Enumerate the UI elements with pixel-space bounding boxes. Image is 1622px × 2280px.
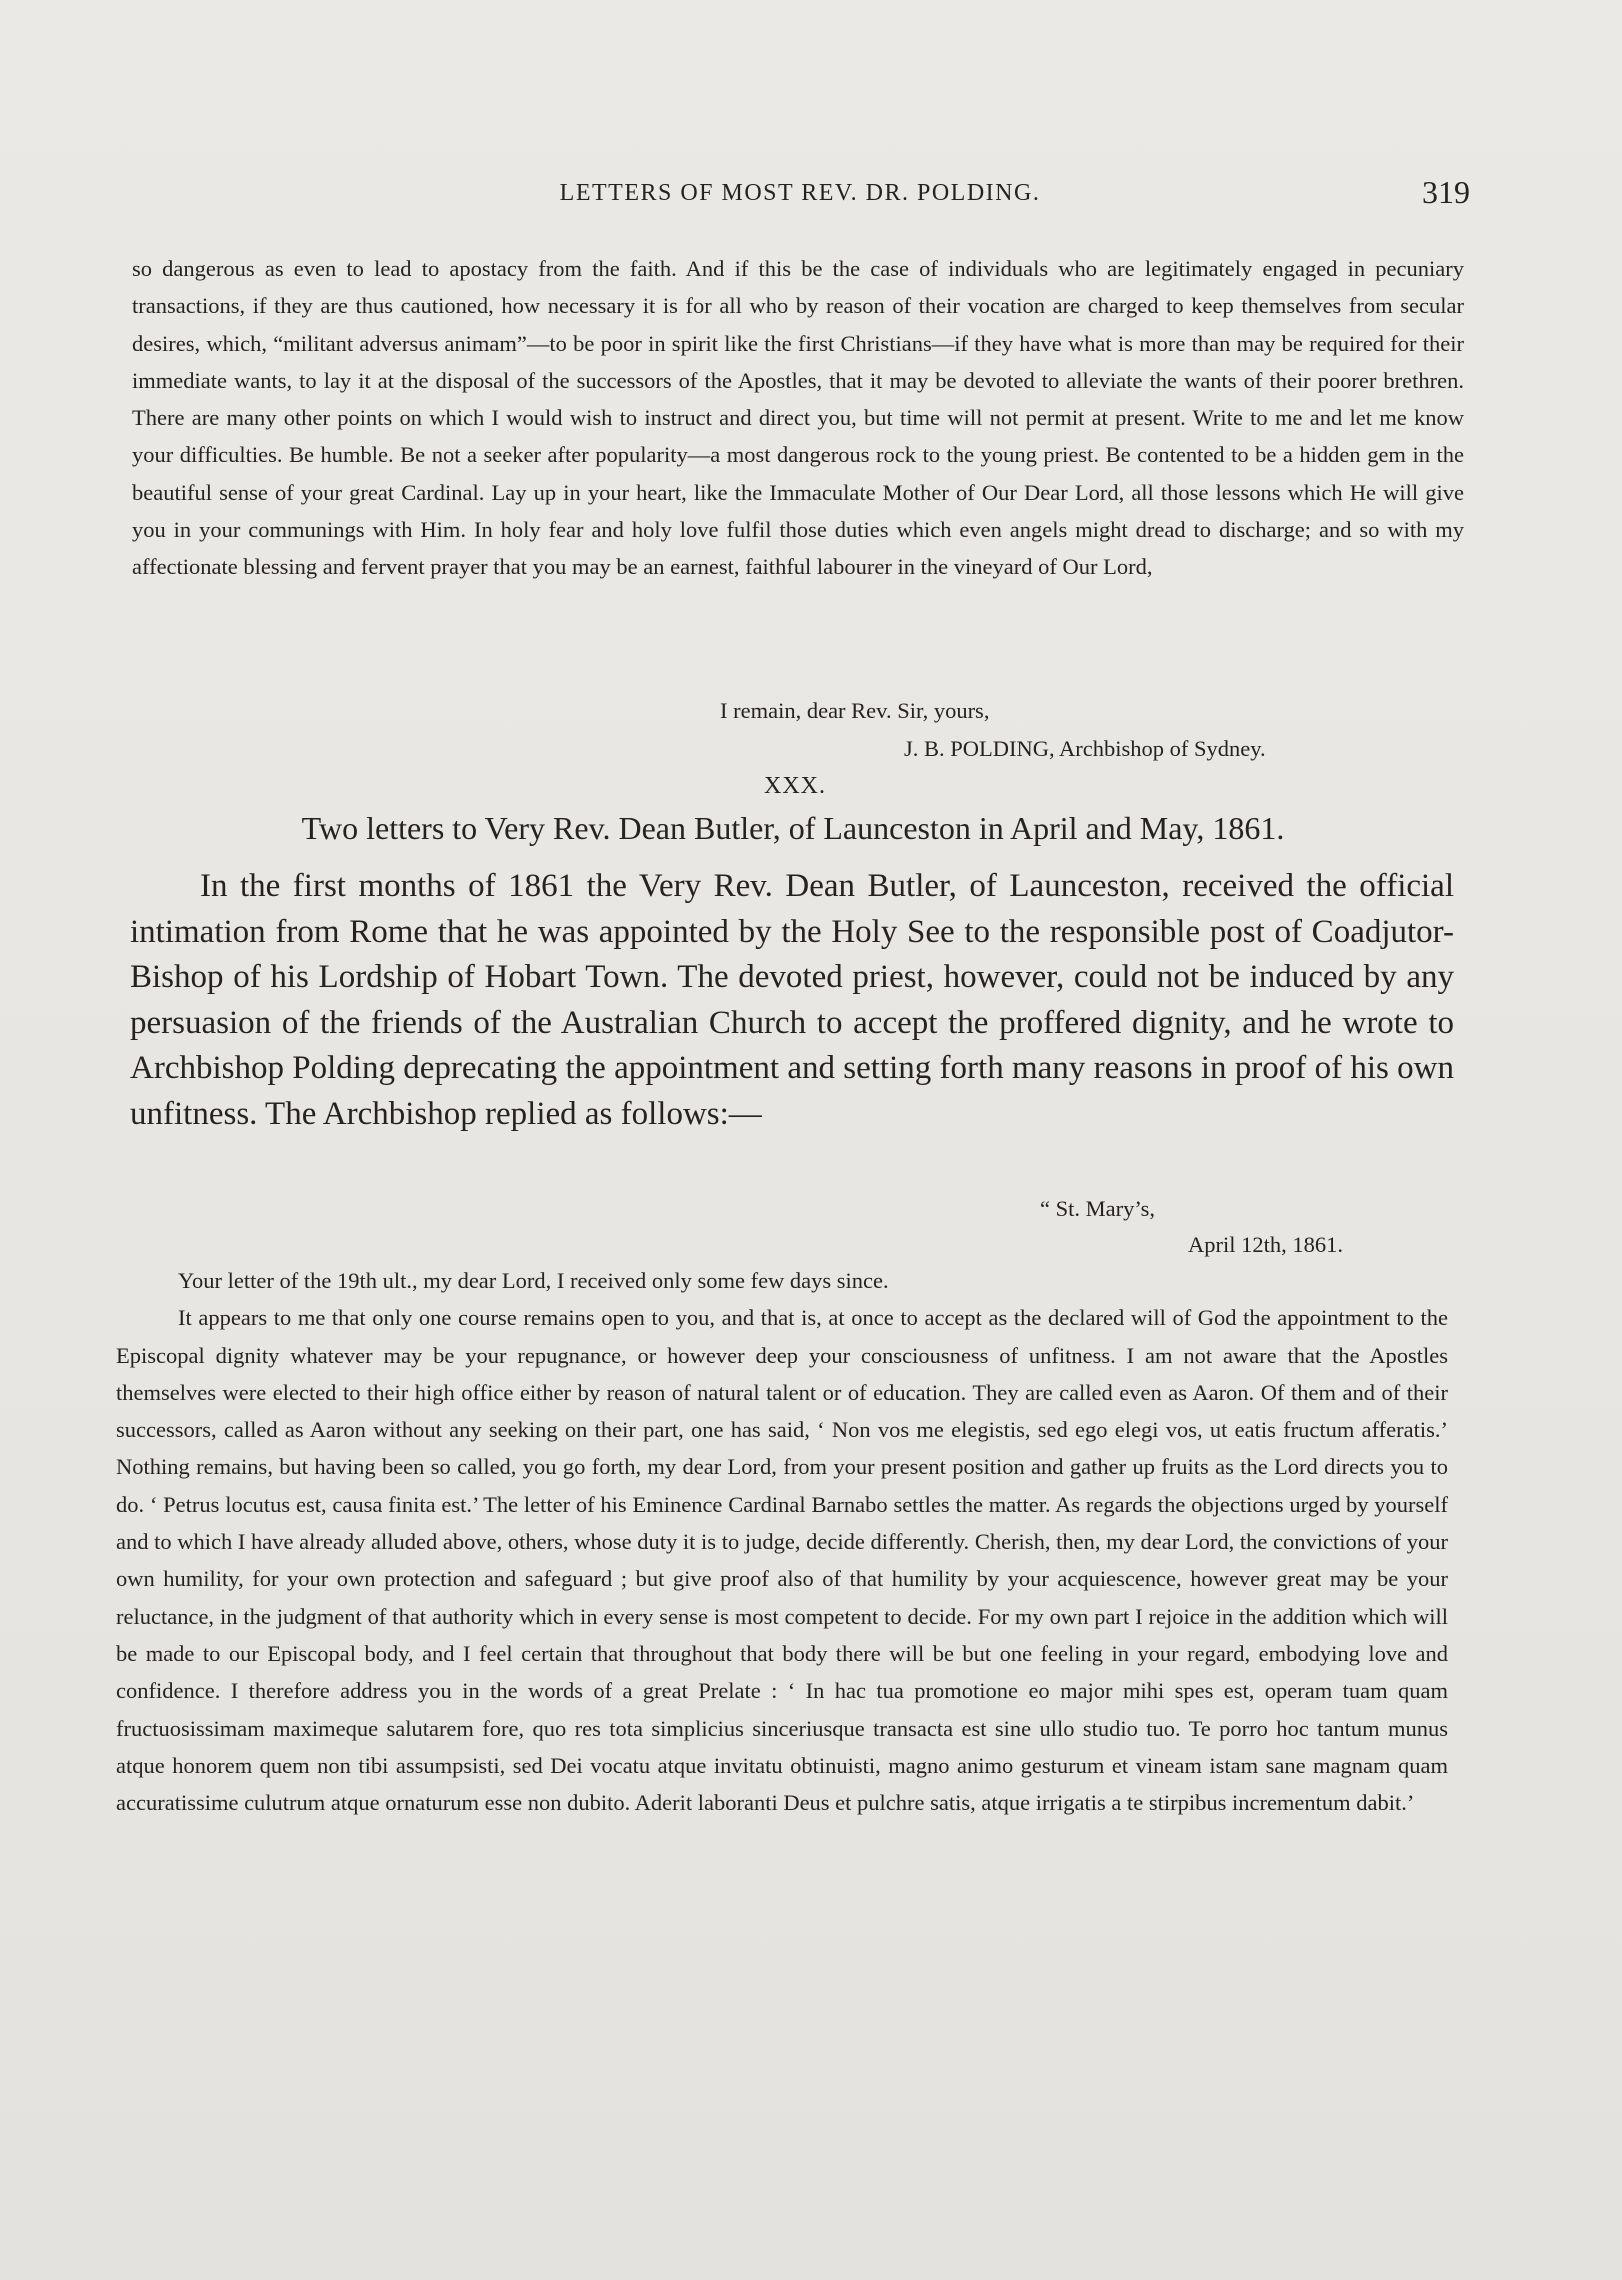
- page-header: [130, 174, 1470, 214]
- letter-paragraph: Your letter of the 19th ult., my dear Lord, I received only some few days since.: [178, 1268, 889, 1293]
- letter-signoff: I remain, dear Rev. Sir, yours,: [720, 698, 990, 723]
- letter-continuation-text: so dangerous as even to lead to apostacy from the faith. And if this be the case of individuals who are legitimately engaged in pecuniary transactions, if they are thus cautioned, how necessary it is for all who by reason of their vocation are charged to keep themselves from secular desires, which, “militant adversus animam”—to be poor in spirit like the first Christians—if they have what is more than may be required for their immediate wants, to lay it at the disposal of the successors of the Apostles, that it may be devoted to alleviate the wants of their poorer brethren. There are many other points on which I would wish to instruct and direct you, but time will not permit at present. Write to me and let me know your difficulties. Be humble. Be not a seeker after popularity—a most dangerous rock to the young priest. Be contented to be a hidden gem in the beautiful sense of your great Cardinal. Lay up in your heart, like the Immaculate Mother of Our Dear Lord, all those lessons which He will give you in your communings with Him. In holy fear and holy love fulfil those duties which even angels might dread to discharge; and so with my affectionate blessing and fervent prayer that you may be an earnest, faithful labourer in the vineyard of Our Lord,: [132, 256, 1464, 580]
- page-number: 319: [1422, 174, 1470, 210]
- section-title: Two letters to Very Rev. Dean Butler, of Launceston in April and May, 1861.: [301, 810, 1285, 846]
- letter-paragraph: It appears to me that only one course remains open to you, and that is, at once to accept as the declared will of God the appointment to the Episcopal dignity whatever may be your repugnance, or however deep your consciousness of unfitness. I am not aware that the Apostles themselves were elected to their high office either by reason of natural talent or of education. They are called even as Aaron. Of them and of their successors, called as Aaron without any seeking on their part, one has said, ‘ Non vos me elegistis, sed ego elegi vos, ut eatis fructum afferatis.’ Nothing remains, but having been so called, you go forth, my dear Lord, from your present position and gather up fruits as the Lord directs you to do. ‘ Petrus locutus est, causa finita est.’ The letter of his Eminence Cardinal Barnabo settles the matter. As regards the objections urged by yourself and to which I have already alluded above, others, whose duty it is to judge, decide differently. Cherish, then, my dear Lord, the convictions of your own humility, for your own protection and safeguard ; but give proof also of that humility by your acquiescence, however great may be your reluctance, in the judgment of that authority which in every sense is most competent to decide. For my own part I rejoice in the addition which will be made to our Episcopal body, and I feel certain that throughout that body there will be but one feeling in your regard, embodying love and confidence. I therefore address you in the words of a great Prelate : ‘ In hac tua promotione eo major mihi spes est, operam tuam quam fructuosissimam maximeque salutarem fore, quo res tota simplicius sinceriusque transacta est sine ullo studio tuo. Te porro hoc tantum munus atque honorem quem non tibi assumpsisti, sed Dei vocatu atque invitatu obtinuisti, magno animo gesturum et vineam istam sane magnam quam accuratissime culutrum atque ornaturum esse non dubito. Aderit laboranti Deus et pulchre satis, atque irrigatis a te stirpibus incrementum dabit.’: [116, 1305, 1448, 1816]
- section-number: XXX.: [764, 773, 826, 799]
- letter-body: [116, 1262, 1448, 1821]
- letter-date: April 12th, 1861.: [1188, 1232, 1343, 1257]
- letter-signature: J. B. POLDING, Archbishop of Sydney.: [904, 736, 1266, 761]
- section-intro: In the first months of 1861 the Very Rev. Dean Butler, of Launceston, received the official intimation from Rome that he was appointed by the Holy See to the responsible post of Coadjutor-Bishop of his Lordship of Hobart Town. The devoted priest, however, could not be induced by any persuasion of the friends of the Australian Church to accept the proffered dignity, and he wrote to Archbishop Polding deprecating the appointment and setting forth many reasons in proof of his own unfitness. The Archbishop replied as follows:—: [130, 868, 1454, 1132]
- running-head: LETTERS OF MOST REV. DR. POLDING.: [559, 180, 1041, 206]
- letter-place: “ St. Mary’s,: [1040, 1196, 1155, 1221]
